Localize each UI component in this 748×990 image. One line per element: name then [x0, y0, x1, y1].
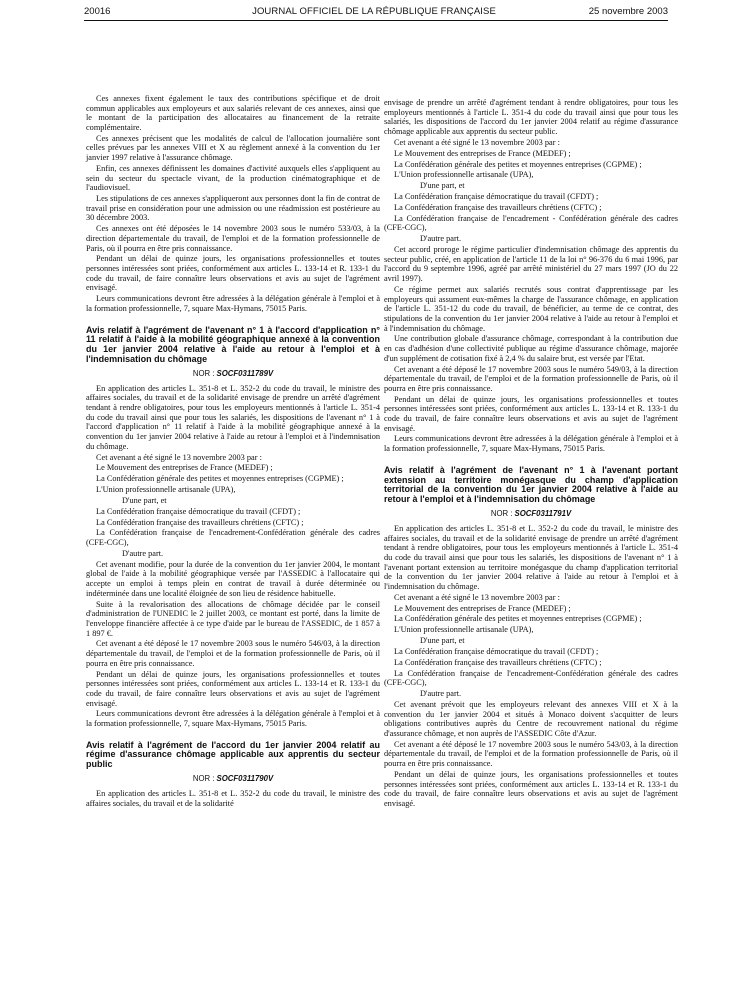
- paragraph: Cet avenant a été signé le 13 novembre 2003 par :: [394, 137, 560, 147]
- party-marker: D'autre part.: [420, 689, 462, 699]
- issue-date: 25 novembre 2003: [588, 6, 668, 17]
- paragraph: Leurs communications devront être adressées à la délégation générale à l'emploi et à la formation professionnelle, 7, square Max-Hymans, 75015 Paris.: [384, 434, 678, 454]
- paragraph: Suite à la revalorisation des allocations de chômage décidée par le conseil d'administration de l'UNEDIC le 2 juillet 2003, ce montant est porté, dans la limite de l'enveloppe financière affectée à ce type d'aide par le bureau de l'ASSEDIC, de 1 857 à 1 897 €.: [86, 599, 380, 638]
- paragraph: Pendant un délai de quinze jours, les organisations professionnelles et toutes personnes intéressées sont priées, conformément aux articles L. 133-14 et R. 133-1 du code du travail, de faire connaître leurs observations et avis au sujet de l'agrément envisagé.: [384, 769, 678, 808]
- nor-reference: [86, 774, 380, 783]
- section-heading: Avis relatif à l'agrément de l'avenant n° 1 à l'accord d'application n° 11 relatif à l'aide à la mobilité géographique annexé à la convention du 1er janvier 2004 relative à l'aide au retour à l'emploi et à l'indemnisation du chômage: [86, 324, 380, 364]
- nor-reference: [384, 509, 678, 518]
- paragraph: En application des articles L. 351-8 et L. 352-2 du code du travail, le ministre des affaires sociales, du travail et de la solidarité envisage de prendre un arrêté d'agrément tendant à rendre obligatoires, pour tous les employeurs mentionnés à l'article L. 351-4 du code du travail ainsi que pour tous les salariés, les dispositions de l'avenant n° 1 à l'avenant portant extension au territoire monégasque du champ d'application territorial de la convention du 1er janvier 2004 relative à l'aide au retour à l'emploi et à l'indemnisation du chômage.: [384, 523, 678, 591]
- party-marker: D'autre part.: [122, 548, 164, 558]
- signatory: L'Union professionnelle artisanale (UPA),: [394, 625, 534, 635]
- paragraph: Ces annexes fixent également le taux des contributions spécifique et de droit commun applicables aux employeurs et aux salariés relevant de ces annexes, ainsi que le montant de la participation des allocataires au financement de la retraite complémentaire.: [86, 94, 380, 132]
- signatory: La Confédération générale des petites et moyennes entreprises (CGPME) ;: [394, 159, 642, 169]
- nor-code: SOCF0311790V: [216, 774, 274, 784]
- nor-code: SOCF0311789V: [216, 368, 274, 378]
- signatory: La Confédération générale des petites et moyennes entreprises (CGPME) ;: [96, 474, 344, 484]
- party-marker: D'une part, et: [122, 495, 167, 505]
- signatory: La Confédération française de l'encadrement - Confédération générale des cadres (CFE-CGC),: [384, 213, 678, 233]
- signatory: La Confédération générale des petites et moyennes entreprises (CGPME) ;: [394, 614, 642, 624]
- signatory: La Confédération française des travailleurs chrétiens (CFTC) ;: [394, 202, 602, 212]
- signatory: La Confédération française de l'encadrement-Confédération générale des cadres (CFE-CGC),: [86, 528, 380, 548]
- page-header: [0, 0, 748, 22]
- paragraph: Cet avenant a été signé le 13 novembre 2003 par :: [96, 452, 262, 462]
- paragraph: Cet avenant a été signé le 13 novembre 2003 par :: [394, 592, 560, 602]
- left-column: [86, 94, 380, 810]
- paragraph: Enfin, ces annexes définissent les domaines d'activité auxquels elles s'appliquent au sein du secteur du spectacle vivant, de la production cinématographique et de l'audiovisuel.: [86, 163, 380, 193]
- right-column: [384, 98, 678, 810]
- journal-title: JOURNAL OFFICIEL DE LA RÉPUBLIQUE FRANÇAISE: [252, 6, 496, 17]
- paragraph: Leurs communications devront être adressées à la délégation générale à l'emploi et à la formation professionnelle, 7, square Max-Hymans, 75015 Paris.: [86, 294, 380, 313]
- nor-label: NOR :: [490, 508, 513, 518]
- paragraph: En application des articles L. 351-8 et L. 352-2 du code du travail, le ministre des affaires sociales, du travail et de la solidarité envisage de prendre un arrêté d'agrément tendant à rendre obligatoires, pour tous les employeurs mentionnés à l'article L. 351-4 du code du travail ainsi que pour tous les salariés, les dispositions de l'avenant n° 1 à l'accord d'application n° 11 relatif à l'aide à la mobilité géographique annexé à la convention du 1er janvier 2004 relative à l'aide au retour à l'emploi et à l'indemnisation du chômage.: [86, 383, 380, 451]
- party-marker: D'autre part.: [420, 234, 462, 244]
- nor-reference: [86, 369, 380, 378]
- page-number: 20016: [84, 6, 111, 17]
- nor-label: NOR :: [192, 368, 215, 378]
- paragraph: Cet avenant a été déposé le 17 novembre 2003 sous le numéro 546/03, à la direction départementale du travail, de l'emploi et de la formation professionnelle de Paris, où il pourra en être pris connaissance.: [86, 639, 380, 668]
- signatory: L'Union professionnelle artisanale (UPA),: [96, 485, 236, 495]
- signatory: La Confédération française de l'encadrement-Confédération générale des cadres (CFE-CGC),: [384, 668, 678, 688]
- paragraph: Les stipulations de ces annexes s'appliqueront aux personnes dont la fin de contrat de travail prise en considération pour une admission ou une réadmission est postérieure au 30 décembre 2003.: [86, 194, 380, 223]
- paragraph: Cet avenant modifie, pour la durée de la convention du 1er janvier 2004, le montant global de l'aide à la mobilité géographique versée par l'ASSEDIC à l'allocataire qui accepte un emploi à temps plein en contrat de travail à durée déterminée ou indéterminée dans une localité éloignée de son lieu de résidence habituelle.: [86, 559, 380, 598]
- header-rule: [84, 20, 668, 21]
- paragraph: Pendant un délai de quinze jours, les organisations professionnelles et toutes personnes intéressées sont priées, conformément aux articles L. 133-14 et R. 133-1 du code du travail, de faire connaître leurs observations et avis au sujet de l'agrément envisagé.: [86, 254, 380, 293]
- signatory: L'Union professionnelle artisanale (UPA),: [394, 170, 534, 180]
- paragraph: Pendant un délai de quinze jours, les organisations professionnelles et toutes personnes intéressées sont priées, conformément aux articles L. 133-14 et R. 133-1 du code du travail, de faire connaître leurs observations et avis au sujet de l'agrément envisagé.: [86, 669, 380, 708]
- paragraph: Cet avenant a été déposé le 17 novembre 2003 sous le numéro 549/03, à la direction départementale du travail, de l'emploi et de la formation professionnelle de Paris, où il pourra en être pris connaissance.: [384, 364, 678, 393]
- paragraph: Leurs communications devront être adressées à la délégation générale à l'emploi et à la formation professionnelle, 7, square Max-Hymans, 75015 Paris.: [86, 709, 380, 729]
- paragraph: En application des articles L. 351-8 et L. 352-2 du code du travail, le ministre des affaires sociales, du travail et de la solidarité: [86, 789, 380, 808]
- nor-label: NOR :: [192, 774, 215, 784]
- signatory: La Confédération française des travailleurs chrétiens (CFTC) ;: [394, 657, 602, 667]
- party-marker: D'une part, et: [420, 636, 465, 646]
- paragraph: Cet avenant prévoit que les employeurs relevant des annexes VIII et X à la convention du 1er janvier 2004 et situés à Monaco doivent s'acquitter de leurs obligations contributives auprès du Centre de recouvrement national du régime d'assurance chômage, et non auprès de l'ASSEDIC Côte d'Azur.: [384, 700, 678, 738]
- signatory: Le Mouvement des entreprises de France (MEDEF) ;: [394, 603, 571, 613]
- nor-code: SOCF0311791V: [514, 508, 572, 518]
- paragraph: Pendant un délai de quinze jours, les organisations professionnelles et toutes personnes intéressées sont priées, conformément aux articles L. 133-14 et R. 133-1 du code du travail, de faire connaître leurs observations et avis au sujet de l'agrément envisagé.: [384, 394, 678, 433]
- signatory: La Confédération française des travailleurs chrétiens (CFTC) ;: [96, 517, 304, 527]
- paragraph: Ce régime permet aux salariés recrutés sous contrat d'apprentissage par les employeurs qui assument eux-mêmes la charge de l'assurance chômage, en application de l'article L. 351-12 du code du travail, de bénéficier, au terme de ce contrat, des stipulations de la convention du 1er janvier 2004 relative à l'aide au retour à l'emploi et à l'indemnisation du chômage.: [384, 284, 678, 333]
- signatory: Le Mouvement des entreprises de France (MEDEF) ;: [96, 463, 273, 473]
- section-heading: Avis relatif à l'agrément de l'avenant n° 1 à l'avenant portant extension au territoire monégasque du champ d'application territorial de la convention du 1er janvier 2004 relative à l'aide au retour à l'emploi et à l'indemnisation du chômage: [384, 464, 678, 505]
- signatory: La Confédération française démocratique du travail (CFDT) ;: [394, 192, 599, 202]
- signatory: Le Mouvement des entreprises de France (MEDEF) ;: [394, 148, 571, 158]
- paragraph: Cet accord proroge le régime particulier d'indemnisation chômage des apprentis du secteur public, créé, en application de l'article 11 de la loi n° 96-376 du 6 mai 1996, par l'accord du 9 septembre 1996, agréé par arrêté ministériel du 27 mars 1997 (JO du 22 avril 1997).: [384, 245, 678, 284]
- paragraph: Une contribution globale d'assurance chômage, correspondant à la contribution due en cas d'adhésion d'une collectivité publique au régime d'assurance chômage, majorée d'un supplément de cotisation fixé à 2,4 % du salaire brut, est versée par l'Etat.: [384, 334, 678, 363]
- paragraph: Cet avenant a été déposé le 17 novembre 2003 sous le numéro 543/03, à la direction départementale du travail, de l'emploi et de la formation professionnelle de Paris, où il pourra en être pris connaissance.: [384, 739, 678, 769]
- party-marker: D'une part, et: [420, 181, 465, 191]
- section-heading: Avis relatif à l'agrément de l'accord du 1er janvier 2004 relatif au régime d'assurance chômage applicable aux apprentis du secteur public: [86, 739, 380, 770]
- paragraph: envisage de prendre un arrêté d'agrément tendant à rendre obligatoires, pour tous les employeurs mentionnés à l'article L. 351-4 du code du travail ainsi que pour tous les salariés, les dispositions de l'accord du 1er janvier 2004 relatif au régime d'assurance chômage applicable aux apprentis du secteur public.: [384, 98, 678, 136]
- signatory: La Confédération française démocratique du travail (CFDT) ;: [394, 646, 599, 656]
- paragraph: Ces annexes ont été déposées le 14 novembre 2003 sous le numéro 533/03, à la direction départementale du travail, de l'emploi et de la formation professionnelle de Paris, où il pourra en être pris connaissance.: [86, 224, 380, 253]
- paragraph: Ces annexes précisent que les modalités de calcul de l'allocation journalière sont celles prévues par les annexes VIII et X au règlement annexé à la convention du 1er janvier 1997 relative à l'assurance chômage.: [86, 133, 380, 163]
- signatory: La Confédération française démocratique du travail (CFDT) ;: [96, 506, 301, 516]
